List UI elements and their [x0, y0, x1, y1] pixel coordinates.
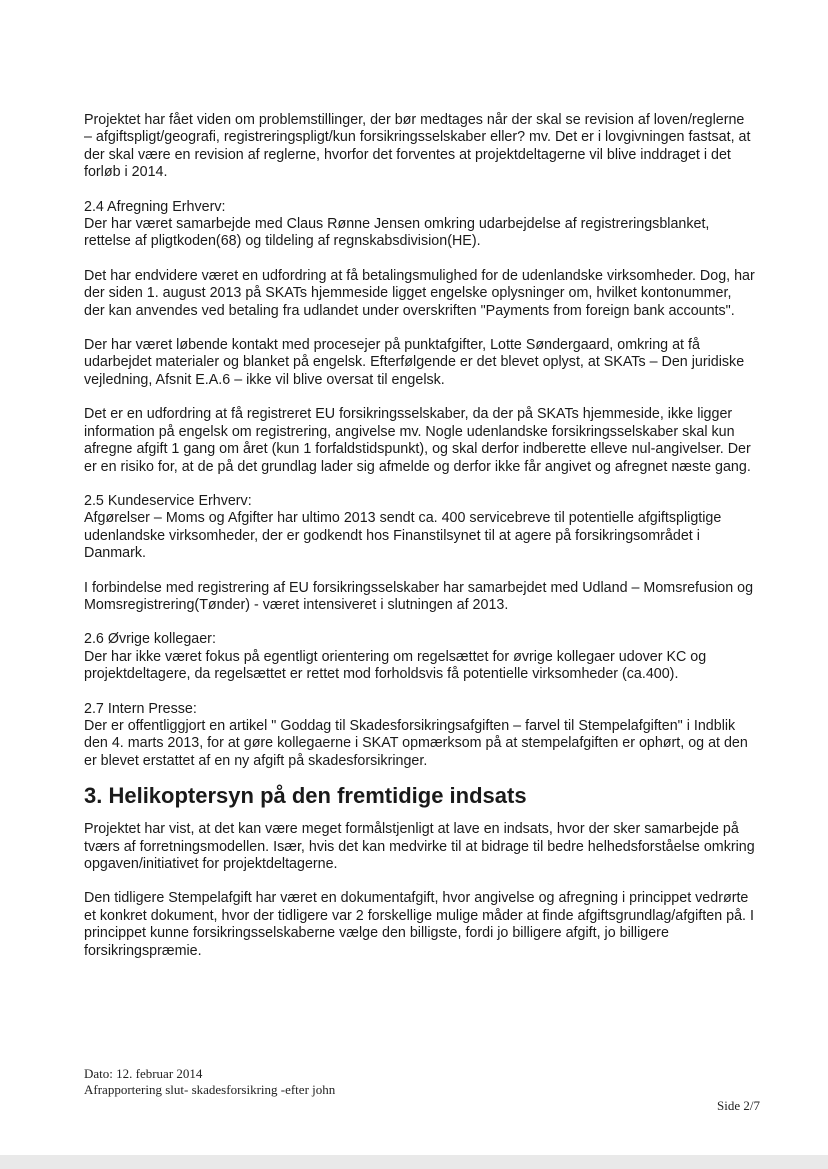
section-2-4-paragraph-1: Der har været samarbejde med Claus Rønne Jensen omkring udarbejdelse af registreringsblanket, rettelse af pligtkoden(68) og tildeling af regnskabsdivision(HE). — [84, 216, 710, 250]
footer-document-name: Afrapportering slut- skadesforsikring -efter john — [84, 1082, 336, 1097]
section-3-paragraph-2: Den tidligere Stempelafgift har været en dokumentafgift, hvor angivelse og afregning i princippet vedrørte et konkret dokument, hvor der tidligere var 2 forskellige mulige måder at finde afgiftsgrundlag/afgiften på. I princippet kunne forsikringsselskaberne vælge den billigste, fordi jo billigere afgift, jo billigere forsikringspræmie. — [84, 890, 754, 959]
page-body — [84, 112, 756, 960]
section-2-5-paragraph-1: Afgørelser – Moms og Afgifter har ultimo 2013 sendt ca. 400 servicebreve til potentielle afgiftspligtige udenlandske virksomheder, der er godkendt hos Finanstilsynet til at agere på forsikringsområdet i Danmark. — [84, 510, 722, 562]
page-bottom-edge — [0, 1155, 828, 1169]
section-3-heading: 3. Helikoptersyn på den fremtidige indsats — [84, 783, 527, 809]
section-2-6-paragraph-1: Der har ikke været fokus på egentligt orientering om regelsættet for øvrige kollegaer udover KC og projektdeltagere, da regelsættet er rettet mod forholdsvis få potentielle virksomheder (ca.400). — [84, 648, 707, 683]
section-3-paragraph-1: Projektet har vist, at det kan være meget formålstjenligt at lave en indsats, hvor der sker samarbejde på tværs af forretningsmodellen. Især, hvis det kan medvirke til at bidrage til bedre helhedsforståelse omkring opgaven/initiativet for projektdeltagerne. — [84, 821, 755, 872]
footer-date: Dato: 12. februar 2014 — [84, 1066, 203, 1081]
intro-paragraph: Projektet har fået viden om problemstillinger, der bør medtages når der skal se revision af loven/reglerne – afgiftspligt/geografi, registreringspligt/kun forsikringsselskaber eller? mv. Det er i lovgivningen fastsat, at der skal være en revision af reglerne, hvorfor det forventes at projektdeltagerne vil blive inddraget i det forløb i 2014. — [84, 112, 751, 181]
section-2-4-paragraph-3: Der har været løbende kontakt med procesejer på punktafgifter, Lotte Søndergaard, omkring at få udarbejdet materialer og blanket på engelsk. Efterfølgende er det blevet oplyst, at SKATs – Den juridiske vejledning, Afsnit E.A.6 – ikke vil blive oversat til engelsk. — [84, 337, 745, 388]
page-number: Side 2/7 — [717, 1098, 760, 1113]
section-2-4-title: 2.4 Afregning Erhverv: — [84, 198, 226, 215]
section-2-5-title: 2.5 Kundeservice Erhverv: — [84, 492, 252, 509]
page-footer — [84, 1066, 335, 1098]
section-2-5-paragraph-2: I forbindelse med registrering af EU forsikringsselskaber har samarbejdet med Udland – Momsrefusion og Momsregistrering(Tønder) - været intensiveret i slutningen af 2013. — [84, 579, 754, 613]
section-2-6-title: 2.6 Øvrige kollegaer: — [84, 631, 216, 648]
section-2-7-title: 2.7 Intern Presse: — [84, 700, 197, 717]
section-2-4-paragraph-4: Det er en udfordring at få registreret EU forsikringsselskaber, da der på SKATs hjemmeside, ikke ligger information på engelsk om registrering, angivelse mv. Nogle udenlandske forsikringsselskaber skal kun afregne afgift 1 gang om året (kun 1 forfaldstidspunkt), og skal derfor indberette elleve nul-angivelser. Der er en risiko for, at de på det grundlag lader sig afmelde og derfor ikke får angivet og afregnet næste gang. — [84, 406, 751, 475]
section-2-4-paragraph-2: Det har endvidere været en udfordring at få betalingsmulighed for de udenlandske virksomheder. Dog, har der siden 1. august 2013 på SKATs hjemmeside ligget engelske oplysninger om, hvilket kontonummer, der kan anvendes ved betaling fra udlandet under overskriften "Payments from foreign bank accounts". — [84, 267, 755, 319]
section-2-7-paragraph-1: Der er offentliggjort en artikel " Goddag til Skadesforsikringsafgiften – farvel til Stempelafgiften" i Indblik den 4. marts 2013, for at gøre kollegaerne i SKAT opmærksom på at stempelafgiften er ophørt, og at den er blevet erstattet af en ny afgift på skadesforsikringer. — [84, 717, 748, 769]
